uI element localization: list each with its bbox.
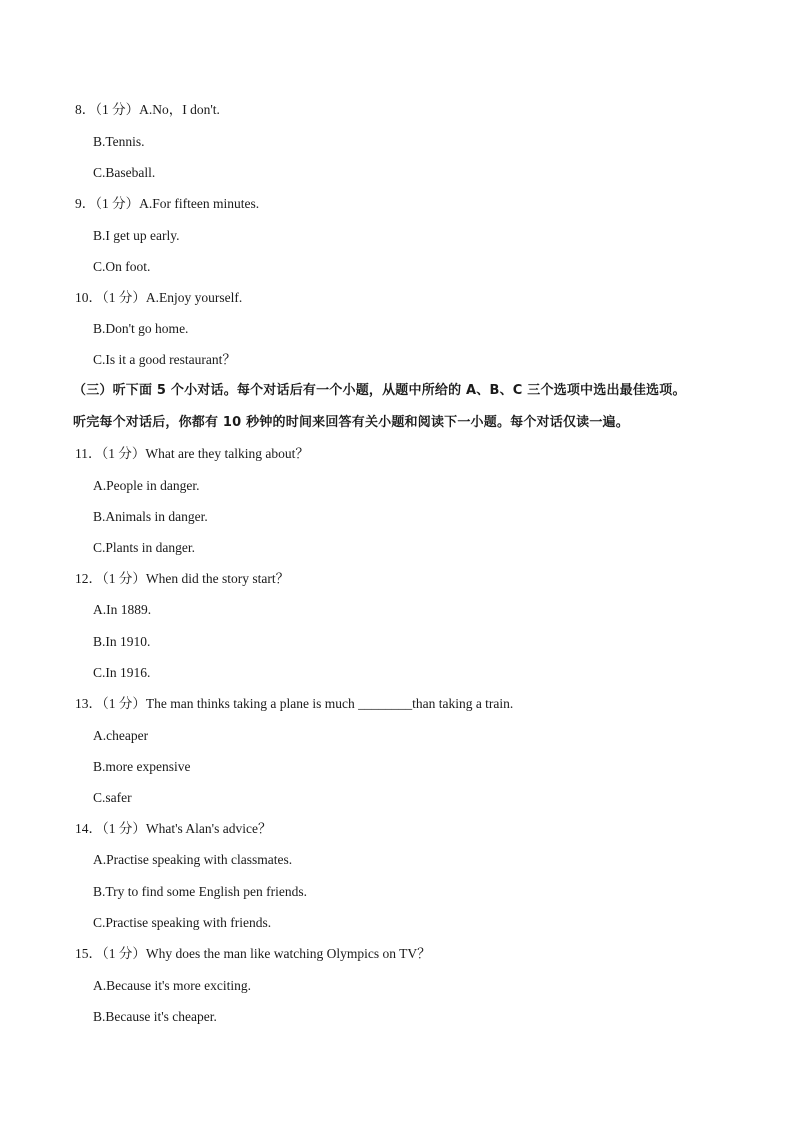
question-14-option-c[interactable]: C.Practise speaking with friends. bbox=[93, 915, 272, 930]
question-13-stem: 13．（1 分）The man thinks taking a plane is much ________than taking a train. bbox=[75, 696, 514, 711]
question-11-option-b[interactable]: B.Animals in danger. bbox=[93, 509, 208, 524]
question-12-option-b[interactable]: B.In 1910. bbox=[93, 634, 151, 649]
question-10-option-b[interactable]: B.Don't go home. bbox=[93, 321, 189, 336]
question-10-stem: 10．（1 分）A.Enjoy yourself. bbox=[75, 290, 243, 305]
question-11-stem: 11．（1 分）What are they talking about？ bbox=[75, 446, 309, 461]
question-12-stem: 12．（1 分）When did the story start？ bbox=[75, 571, 290, 586]
question-12-option-a[interactable]: A.In 1889. bbox=[93, 602, 152, 617]
question-14-stem: 14．（1 分）What's Alan's advice？ bbox=[75, 821, 272, 836]
question-8-stem: 8．（1 分）A.No，I don't. bbox=[75, 102, 220, 117]
question-14-option-a[interactable]: A.Practise speaking with classmates. bbox=[93, 852, 293, 867]
question-12-option-c[interactable]: C.In 1916. bbox=[93, 665, 151, 680]
question-9-option-b[interactable]: B.I get up early. bbox=[93, 228, 180, 243]
section-3-instruction-line-2: 听完每个对话后，你都有 10 秒钟的时间来回答有关小题和阅读下一小题。每个对话仅读一遍。 bbox=[73, 415, 629, 430]
question-8-option-c[interactable]: C.Baseball. bbox=[93, 165, 156, 180]
question-9-stem: 9．（1 分）A.For fifteen minutes. bbox=[75, 196, 260, 211]
question-14-option-b[interactable]: B.Try to find some English pen friends. bbox=[93, 884, 307, 899]
question-13-option-c[interactable]: C.safer bbox=[93, 790, 132, 805]
question-15-option-a[interactable]: A.Because it's more exciting. bbox=[93, 978, 252, 993]
question-13-option-a[interactable]: A.cheaper bbox=[93, 728, 149, 743]
question-15-stem: 15．（1 分）Why does the man like watching Olympics on TV？ bbox=[75, 946, 431, 961]
question-11-option-a[interactable]: A.People in danger. bbox=[93, 478, 200, 493]
question-15-option-b[interactable]: B.Because it's cheaper. bbox=[93, 1009, 217, 1024]
question-13-option-b[interactable]: B.more expensive bbox=[93, 759, 191, 774]
section-3-instruction-line-1: （三）听下面 5 个小对话。每个对话后有一个小题，从题中所给的 A、B、C 三个选项中选出最佳选项。 bbox=[73, 383, 686, 398]
question-9-option-c[interactable]: C.On foot. bbox=[93, 259, 151, 274]
question-8-option-b[interactable]: B.Tennis. bbox=[93, 134, 145, 149]
question-11-option-c[interactable]: C.Plants in danger. bbox=[93, 540, 195, 555]
question-10-option-c[interactable]: C.Is it a good restaurant？ bbox=[93, 352, 236, 367]
